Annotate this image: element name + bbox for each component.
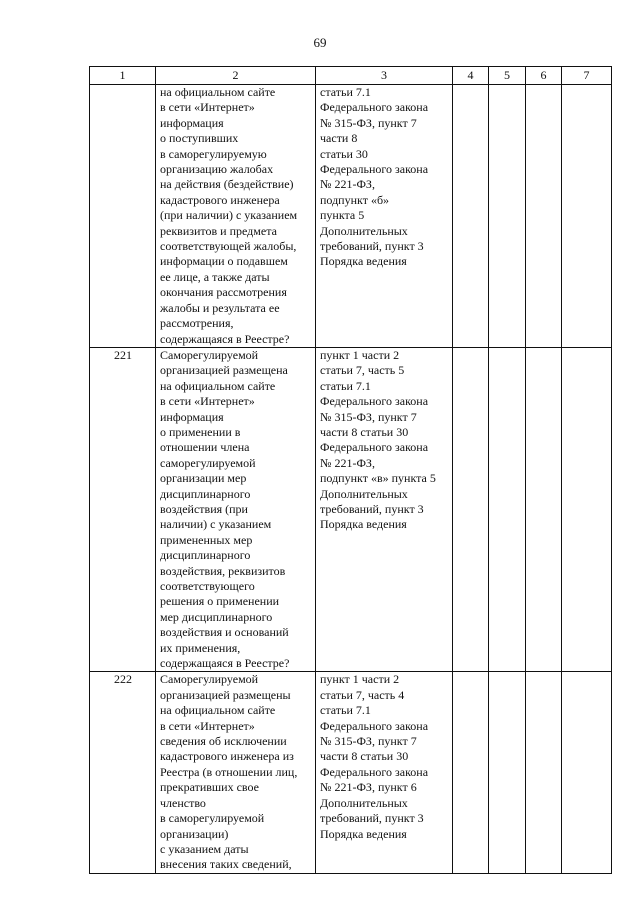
- column-header: 3: [316, 67, 453, 85]
- cell-text-line: организации мер: [160, 471, 247, 486]
- cell-text-line: их применения,: [160, 640, 241, 655]
- header-row: [90, 67, 612, 85]
- cell-text-line: подпункт «в» пункта 5: [320, 471, 436, 486]
- cell-text-line: прекративших свое: [160, 780, 259, 795]
- cell-text-line: информация: [160, 409, 224, 424]
- table-row: [90, 672, 612, 873]
- cell-text-line: Порядка ведения: [320, 826, 407, 841]
- cell-text-line: Федерального закона: [320, 394, 429, 409]
- question-cell: [156, 672, 316, 873]
- empty-cell: [489, 347, 526, 672]
- empty-cell: [453, 347, 489, 672]
- cell-text-line: содержащаяся в Реестре?: [160, 656, 290, 671]
- empty-cell: [526, 85, 562, 348]
- cell-text-line: сведения об исключении: [160, 734, 287, 749]
- cell-text-line: Федерального закона: [320, 764, 429, 779]
- cell-text-line: в сети «Интернет»: [160, 718, 255, 733]
- cell-text-line: Дополнительных: [320, 486, 408, 501]
- cell-text-line: Дополнительных: [320, 223, 408, 238]
- table-row: [90, 85, 612, 348]
- cell-text-line: отношении члена: [160, 440, 250, 455]
- cell-text-line: требований, пункт 3: [320, 239, 424, 254]
- cell-text-line: в саморегулируемой: [160, 811, 265, 826]
- cell-text-line: с указанием даты: [160, 841, 249, 856]
- cell-text-line: соответствующего: [160, 579, 255, 593]
- cell-text-line: организацией размещена: [160, 363, 288, 378]
- column-header: 4: [453, 67, 489, 85]
- cell-text-line: на официальном сайте: [160, 85, 276, 99]
- cell-text-line: статьи 7, часть 4: [320, 687, 405, 702]
- cell-text-line: реквизитов и предмета: [160, 223, 277, 238]
- empty-cell: [453, 85, 489, 348]
- empty-cell: [489, 85, 526, 348]
- cell-text-line: статьи 30: [320, 146, 368, 161]
- cell-text-line: в сети «Интернет»: [160, 394, 255, 409]
- cell-text-line: соответствующей жалобы,: [160, 239, 297, 254]
- legal-reference-cell: [316, 672, 453, 873]
- legal-reference-cell: [316, 85, 453, 348]
- cell-text-line: воздействия (при: [160, 501, 248, 516]
- cell-text-line: о применении в: [160, 424, 241, 439]
- cell-text-line: статьи 7.1: [320, 703, 371, 718]
- empty-cell: [526, 672, 562, 873]
- cell-text-line: части 8 статьи 30: [320, 424, 409, 439]
- cell-text-line: Федерального закона: [320, 440, 429, 455]
- cell-text-line: № 315-ФЗ, пункт 7: [320, 409, 417, 424]
- cell-text-line: примененных мер: [160, 532, 253, 547]
- cell-text-line: требований, пункт 3: [320, 811, 424, 826]
- cell-text-line: Дополнительных: [320, 795, 408, 810]
- cell-text-line: жалобы и результата ее: [160, 300, 280, 315]
- row-number: [90, 85, 156, 348]
- cell-text-line: Федерального закона: [320, 100, 429, 115]
- cell-text-line: содержащаяся в Реестре?: [160, 331, 290, 346]
- question-cell: [156, 85, 316, 348]
- cell-text-line: Саморегулируемой: [160, 347, 259, 362]
- cell-text-line: № 221-ФЗ,: [320, 455, 375, 470]
- cell-text-line: Порядка ведения: [320, 254, 407, 269]
- cell-text-line: информации о подавшем: [160, 254, 288, 269]
- cell-text-line: пункта 5: [320, 208, 365, 223]
- cell-text-line: наличии) с указанием: [160, 517, 272, 532]
- cell-text-line: решения о применении: [160, 594, 280, 609]
- column-header: 5: [489, 67, 526, 85]
- cell-text-line: статьи 7, часть 5: [320, 363, 405, 378]
- cell-text-line: организации): [160, 826, 229, 841]
- empty-cell: [562, 85, 612, 348]
- empty-cell: [526, 347, 562, 672]
- row-number: 222: [90, 672, 156, 873]
- cell-text-line: № 315-ФЗ, пункт 7: [320, 734, 417, 749]
- cell-text-line: внесения таких сведений,: [160, 857, 292, 872]
- cell-text-line: на официальном сайте: [160, 703, 276, 718]
- cell-text-line: № 221-ФЗ, пункт 6: [320, 780, 417, 795]
- cell-text-line: Федерального закона: [320, 718, 429, 733]
- cell-text-line: воздействия и оснований: [160, 625, 289, 640]
- cell-text-line: информация: [160, 115, 224, 130]
- cell-text-line: воздействия, реквизитов: [160, 563, 286, 578]
- cell-text-line: кадастрового инженера: [160, 192, 280, 207]
- empty-cell: [489, 672, 526, 873]
- page-number: 69: [313, 35, 327, 50]
- cell-text-line: ее лице, а также даты: [160, 269, 270, 284]
- cell-text-line: Порядка ведения: [320, 517, 407, 532]
- cell-text-line: кадастрового инженера из: [160, 749, 294, 764]
- cell-text-line: мер дисциплинарного: [160, 609, 273, 624]
- cell-text-line: в саморегулируемую: [160, 146, 267, 161]
- cell-text-line: дисциплинарного: [160, 486, 251, 501]
- cell-text-line: пункт 1 части 2: [320, 672, 400, 687]
- cell-text-line: в сети «Интернет»: [160, 100, 255, 115]
- empty-cell: [453, 672, 489, 873]
- cell-text-line: статьи 7.1: [320, 378, 371, 393]
- cell-text-line: № 221-ФЗ,: [320, 177, 375, 192]
- cell-text-line: пункт 1 части 2: [320, 347, 400, 362]
- column-header: 1: [90, 67, 156, 85]
- table-row: [90, 347, 612, 672]
- row-number: 221: [90, 347, 156, 672]
- cell-text-line: Реестра (в отношении лиц,: [160, 764, 298, 779]
- cell-text-line: Саморегулируемой: [160, 672, 259, 687]
- question-cell: [156, 347, 316, 672]
- legal-reference-cell: [316, 347, 453, 672]
- cell-text-line: организацию жалобах: [160, 162, 274, 177]
- cell-text-line: статьи 7.1: [320, 85, 371, 99]
- cell-text-line: Федерального закона: [320, 162, 429, 177]
- column-header: 7: [562, 67, 612, 85]
- cell-text-line: требований, пункт 3: [320, 501, 424, 516]
- cell-text-line: на действия (бездействие): [160, 177, 294, 192]
- empty-cell: [562, 672, 612, 873]
- cell-text-line: окончания рассмотрения: [160, 285, 287, 300]
- cell-text-line: на официальном сайте: [160, 378, 276, 393]
- cell-text-line: части 8 статьи 30: [320, 749, 409, 764]
- column-header: 2: [156, 67, 316, 85]
- cell-text-line: членство: [160, 795, 206, 810]
- cell-text-line: подпункт «б»: [320, 192, 390, 207]
- column-header: 6: [526, 67, 562, 85]
- checklist-table: [89, 66, 612, 874]
- cell-text-line: рассмотрения,: [160, 316, 234, 331]
- empty-cell: [562, 347, 612, 672]
- cell-text-line: о поступивших: [160, 131, 239, 146]
- cell-text-line: № 315-ФЗ, пункт 7: [320, 115, 417, 130]
- cell-text-line: организацией размещены: [160, 687, 291, 702]
- cell-text-line: саморегулируемой: [160, 455, 256, 470]
- cell-text-line: дисциплинарного: [160, 548, 251, 563]
- cell-text-line: (при наличии) с указанием: [160, 208, 298, 223]
- cell-text-line: части 8: [320, 131, 358, 146]
